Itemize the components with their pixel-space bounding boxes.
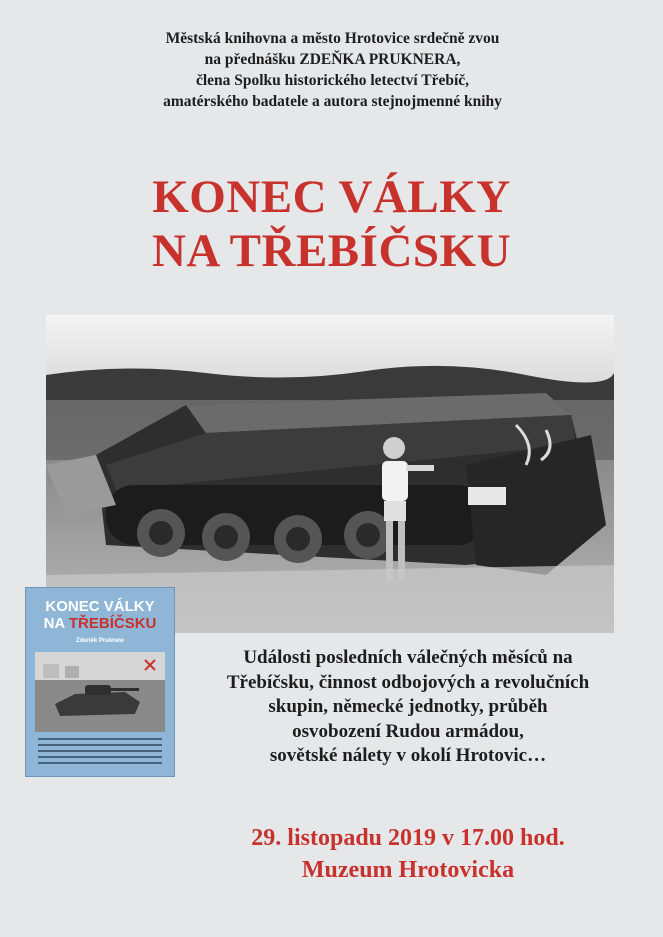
description-line-4: osvobození Rudou armádou, xyxy=(292,720,524,742)
photo-illustration xyxy=(43,315,614,633)
event-info xyxy=(178,822,638,886)
description-line-3: skupin, německé jednotky, průběh xyxy=(268,696,548,717)
book-cover xyxy=(26,588,174,776)
book-title-highlight: TŘEBÍČSKU xyxy=(68,615,157,632)
event-place: Muzeum Hrotovicka xyxy=(301,857,515,883)
intro-line-2: na přednášku ZDEŇKA PRUKNERA, xyxy=(204,51,461,68)
intro-line-4: amatérského badatele a autora stejnojmenné knihy xyxy=(163,93,502,110)
book-cover-photo xyxy=(35,652,165,732)
poster-title xyxy=(40,170,623,278)
book-back-text-lines xyxy=(38,738,162,768)
book-title-line-1: KONEC VÁLKY xyxy=(45,598,155,615)
title-line-1: KONEC VÁLKY xyxy=(152,171,511,223)
lecture-description xyxy=(178,646,638,769)
intro-line-3: člena Spolku historického letectví Třebíč, xyxy=(195,72,470,89)
tank-photo-illustration xyxy=(35,652,165,732)
intro-line-1: Městská knihovna a město Hrotovice srdečně zvou xyxy=(165,30,500,47)
title-line-2: NA TŘEBÍČSKU xyxy=(151,225,512,277)
book-title-prefix: NA xyxy=(43,615,69,632)
event-datetime: 29. listopadu 2019 v 17.00 hod. xyxy=(251,825,565,851)
book-title-line-2 xyxy=(26,615,174,632)
book-author: Zdeněk Pruknew xyxy=(76,638,124,644)
description-line-2: Třebíčsku, činnost odbojových a revolučních xyxy=(226,671,590,693)
description-line-5: sovětské nálety v okolí Hrotovic… xyxy=(269,745,547,766)
invitation-text xyxy=(60,28,605,112)
description-line-1: Události posledních válečných měsíců na xyxy=(243,647,573,668)
book-title xyxy=(26,598,174,632)
halftrack-photo xyxy=(43,315,614,633)
